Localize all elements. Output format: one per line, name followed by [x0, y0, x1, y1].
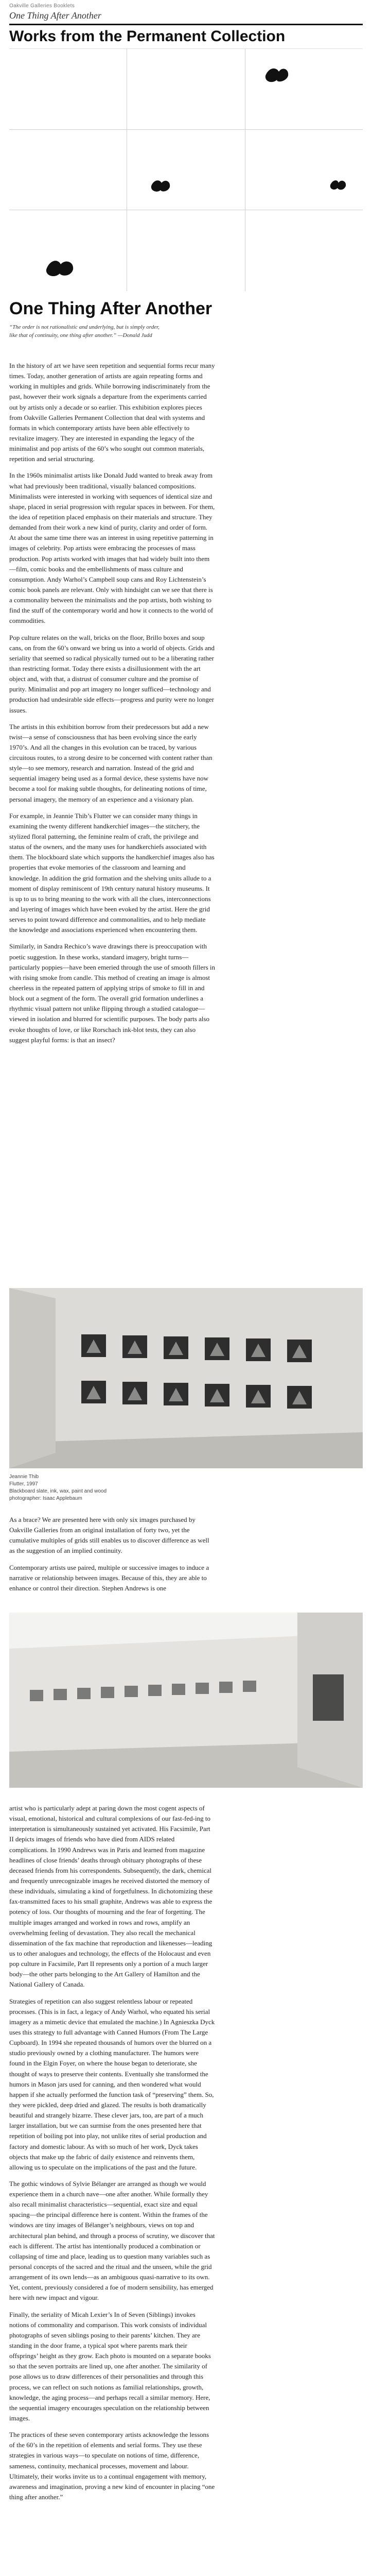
page-title: Works from the Permanent Collection: [9, 28, 286, 45]
installation-photo-gallery: [9, 1613, 363, 1788]
header-rule: [9, 24, 363, 25]
essay-paragraph: Strategies of repetition can also suggest relentless labour or repeated processes. (This is in fact, a legacy of Andy Warhol, who equated his serial imagery as a mimetic device that emulated the machine.) In Agnieszka Dyck uses this strategy to full advantage with Canned Humors (From The Large Cupboard). In 1994 she repeated thousands of humors over the blurred on a studio previously owned by a clothing manufacturer. The humors were found in the Elgin Foyer, on where the house began to deteriorate, she thought of ways to preserve their contents. Eventually she transformed the humors in Mason jars used for canning, and then wondered what would happen if she actually performed the function task of “preserving” them. So, they were pickled, deep dried and glazed. The results is both dramatically beautiful and strangely bizarre. These clever jars, too, are part of a much larger installation, but we can surmise from the ones presented here that repetition of boiling pot into play, not unlike rites of serial production and factory and domestic labour. As with so much of her work, Dyck takes objects that make up the fabric of daily existence and reinvents them, allowing us to speculate on the implications of the past and the future.: [9, 1997, 215, 2171]
section-title: One Thing After Another: [9, 299, 212, 318]
series-title: One Thing After Another: [9, 10, 101, 21]
essay-paragraph: Pop culture relates on the wall, bricks on the floor, Brillo boxes and soup cans, on from the 60’s onward we bring us into a world of objects. Grids and seriality that seemed so radical physically turned out to be a liberating rather than restricting format. Today there exists a disillusionment with the art object and, with that, a distrust of consumer culture and the promise of purity. Minimalist and pop art imagery no longer sufficed—technology and production had undesirable side effects—progress and purity were no longer issues.: [9, 633, 215, 714]
essay-paragraph: The practices of these seven contemporary artists acknowledge the lessons of the 60’s in the repetition of elements and serial forms. They use these strategies in various ways—to speculate on notions of time, difference, sameness, continuity, mechanical processes, movement and labour. Ultimately, their works invite us to a continual engagement with memory, awareness and imagination, proving a new kind of encounter in placing “one thing after another.”: [9, 2431, 215, 2501]
essay-paragraph: The artists in this exhibition borrow from their predecessors but add a new twist—a sense of consciousness that has been evolving since the early 1970’s. And all the changes in this evolution can be traced, by various circuitous routes, to a strong desire to be concerned with content rather than style—to see memory, research and narration. Instead of the grid and sequential imagery being used as a formal device, these systems have now become a tool for making subtle thoughts, for delineating notions of time, personal imagery, the memory of an experience and a visionary plan.: [9, 722, 212, 803]
essay-part-2: [9, 1515, 215, 1600]
inkblot-artwork: [261, 64, 292, 85]
inkblot-artwork: [328, 178, 349, 193]
essay-paragraph: As a brace? We are presented here with only six images purchased by Oakville Galleries from an original installation of forty two, yet the cumulative multiples of grids still enables us to discover difference as well as the suggestion of an implied continuity.: [9, 1516, 209, 1555]
grid-line: [9, 129, 363, 130]
essay-paragraph: artist who is particularly adept at paring down the most cogent aspects of visual, emotional, historical and cultural complexions of our fast-fed-ing to interpretation is simultaneously sustained yet activated. His Facsimile, Part II depicts images of friends who have died from AIDS related complications. In 1990 Andrews was in Paris and learned from magazine headlines of close friends’ deaths through obituary photographs of these deceased friends from his correspondents. Subsequently, the dark, chemical and frequently unrecognizable images he received distorted the memory of these individuals, simulating a kind of forgetfulness. In dichotomizing these fax-transmitted faces to his small graphite, Andrews was able to express the potency of loss. Our thoughts of mourning and the fear of forgetting. The multiple images arranged and worked in rows and rows, amplify an overwhelming feeling of devastation. They also recall the mechanical dissemination of the fax machine that reproduction and likenesses—leading us to other analogues and technology, the effects of the Holocaust and even pop culture in Facsimile, Part II represents only a portion of a much larger body—the other parts belonging to the Art Gallery of Hamilton and the National Gallery of Canada.: [9, 1804, 213, 1989]
photo-caption: Jeannie Thib Flutter, 1997 Blackboard slate, ink, wax, paint and wood photographer: Isaac Applebaum: [9, 1474, 107, 1501]
epigraph-quote: “The order is not rationalistic and underlying, but is simply order, like that of continuity, one thing after another.” —Donald Judd: [9, 324, 160, 338]
installation-photo-flutter: [9, 1288, 363, 1468]
essay-part-1: [9, 361, 215, 1052]
inkblot-artwork: [42, 256, 78, 279]
publication-kicker: Oakville Galleries Booklets: [9, 3, 75, 9]
installation-photo-image: [9, 1613, 363, 1788]
essay-paragraph: In the 1960s minimalist artists like Donald Judd wanted to break away from what had previously been traditional, visually balanced compositions. Minimalists were interested in working with sequences of identical size and shape, placed in serial progression with regular spaces in between. For them, the idea of repetition placed emphasis on their materials and structure. They demanded from their work a new kind of purity, clarity and order of form. At about the same time there was an interest in using repetitive patterning in images of celebrity. Pop artists were embracing the processes of mass production. Pop artists worked with images that had widely built into them—film, comic books and the embellishments of mass culture and consumption. Andy Warhol’s Campbell soup cans and Roy Lichtenstein’s comic book panels are relevant. Only with hindsight can we see that there is a commonality between the minimalists and the pop artists, both wishing to find the stuff of the contemporary world and how it connects to the world of commodities.: [9, 471, 215, 625]
inkblot-artwork: [148, 177, 174, 194]
essay-paragraph: In the history of art we have seen repetition and sequential forms recur many times. Today, another generation of artists are again repeating forms and working in multiples and grids. While borrowing indiscriminately from the past, however their work signals a departure from the experiments carried out by artists only a decade or so earlier. This exhibition explores pieces from Oakville Galleries Permanent Collection that deal with systems and formats in which contemporary artists have been able effectively to revitalize imagery. They are interested in expanding the legacy of the minimalist and pop artists of the 60’s who sought out common materials, repetition and serial structuring.: [9, 362, 215, 463]
essay-paragraph: For example, in Jeannie Thib’s Flutter we can consider many things in examining the twenty different handkerchief images—the stitchery, the stylized floral patterning, the feminine realm of craft, the privilege and status of the owners, and the many uses for handkerchiefs associated with them. The blockboard slate which supports the handkerchief images also has properties that evoke memories of the classroom and learning and knowledge. In addition the grid formation and the shelving units allude to a moment of display reminiscent of 19th century natural history museums. It is up to us to bring meaning to the work with all the clues, interconnections and layering of images which have been evoked by the artist. Here the grid serves to point toward difference and commonalities, and to help mediate the knowledge and associations experienced when encountering them.: [9, 811, 215, 934]
essay-paragraph: The gothic windows of Sylvie Bélanger are arranged as though we would experience them in a church nave—one after another. While formally they also recall minimalist characteristics—sequential, exact size and equal spacing—the principal difference here is content. Within the frames of the windows are tiny images of Bélanger’s neighbours, views on top and architectural plan behind, and through a process of scrutiny, we discover that each is different. The artist has intentionally produced a combination or collapsing of time and place, leading us to question many variables such as personal concepts of the sacred and the ritual and the unseen, while the grid arrangement of its own lends—as an ambiguous quasi-narrative to its own. Yet, content, previously considered a foe of modern sensibility, has emerged here with new impact and vigour.: [9, 2179, 215, 2302]
essay-paragraph: Finally, the seriality of Micah Lexier’s In of Seven (Siblings) invokes notions of commonality and comparison. This work consists of individual photographs of seven siblings posing to their parents’ kitchen. They are standing in the door frame, a typical spot where parents mark their offsprings’ height as they grow. Each photo is mounted on a separate books so that the seven portraits are lined up, one after another. The similarity of pose allows us to draw differences of their personalities and through this process, we can reflect on such notions as familial relationships, growth, knowledge, the aging process—and perhaps recall a similar memory. Here, the sequential imagery encourages speculation on the relationship between images.: [9, 2310, 211, 2422]
hero-artwork-grid: [9, 48, 363, 291]
essay-paragraph: Contemporary artists use paired, multiple or successive images to induce a narrative or relationship between images. Because of this, they are able to enhance or control their direction. Stephen Andrews is one: [9, 1563, 209, 1592]
essay-paragraph: Similarly, in Sandra Rechico’s wave drawings there is preoccupation with poetic suggestion. In these works, standard imagery, bright turns—particularly poppies—have been emeried through the use of smooth fillers in with rising smoke from candle. This method of creating an image is almost cheerless in the repeated pattern of applying strips of smoke to fill in and block out a segment of the form. The overall grid formation underlines a rhythmic visual pattern not unlike flipping through a studied catalogue—viewed in isolation and blurred for scientific purposes. The body parts also evoke thoughts of love, or like Rorschach ink-blot tests, they can also suggest playful forms: is that an insect?: [9, 942, 215, 1044]
essay-part-3: [9, 1803, 215, 2509]
installation-photo-image: [9, 1288, 363, 1468]
